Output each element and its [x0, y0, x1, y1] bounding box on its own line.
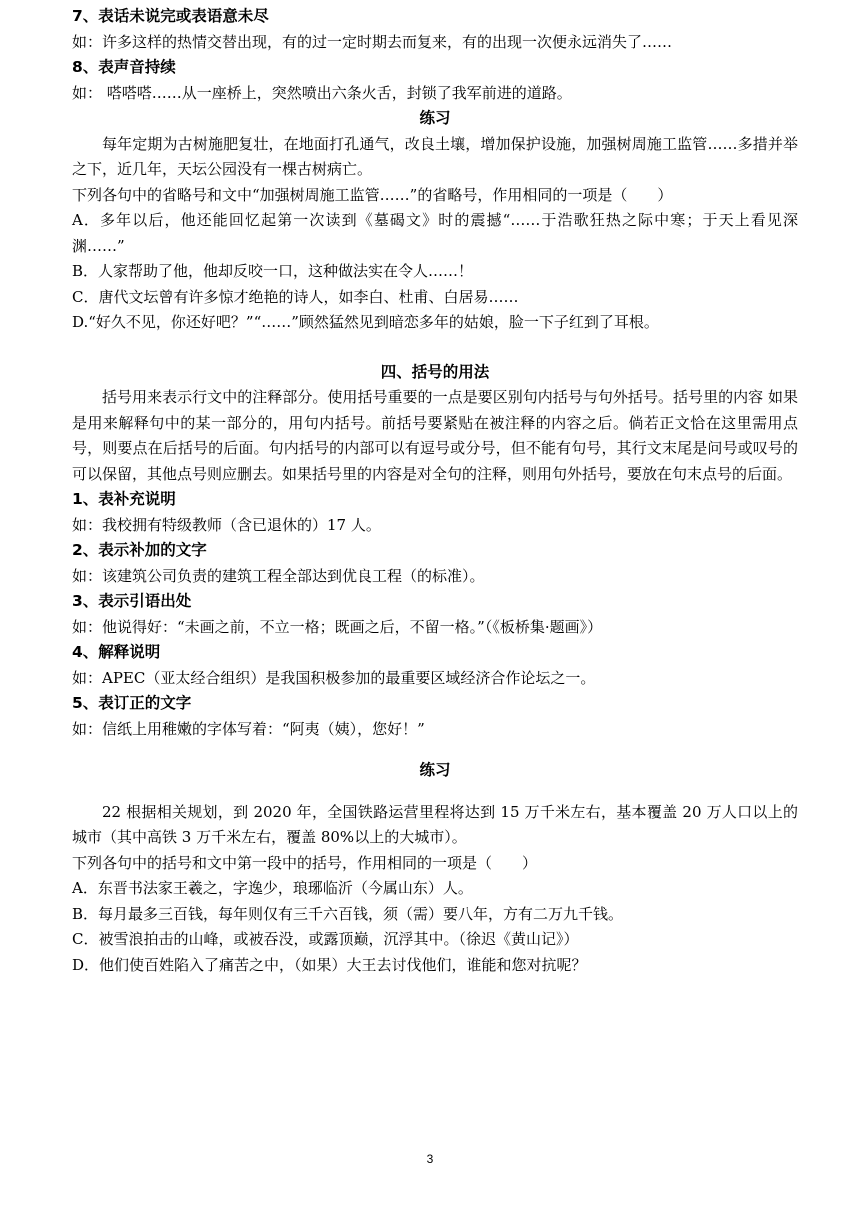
heading-7: 7、表话未说完或表语意未尽 — [72, 7, 269, 25]
practice-2-option-b: B．每月最多三百钱，每年则仅有三千六百钱，须（需）要八年，方有二万九千钱。 — [72, 904, 624, 923]
practice-2-option-c: C．被雪浪拍击的山峰，或被吞没，或露顶巅，沉浮其中。（徐迟《黄山记》） — [72, 930, 579, 948]
practice-1-question: 下列各句中的省略号和文中“加强树周施工监管……”的省略号，作用相同的一项是（ ） — [72, 185, 673, 204]
spacer — [72, 784, 798, 800]
practice-2-title: 练习 — [419, 761, 451, 779]
practice-1-option-b: B．人家帮助了他，他却反咬一口，这种做法实在令人……！ — [72, 262, 474, 280]
bracket-example-5: 如：信纸上用稚嫩的字体写着：“阿夷（姨），您好！” — [72, 719, 425, 738]
heading-8: 8、表声音持续 — [72, 58, 176, 76]
spacer — [72, 336, 798, 360]
practice-2-passage: 22 根据相关规划，到 2020 年，全国铁路运营里程将达到 15 万千米左右，基本覆盖 20 万人口以上的城市（其中高铁 3 万千米左右，覆盖 80%以上的大城市）。 — [72, 802, 798, 846]
practice-2-option-d: D．他们使百姓陷入了痛苦之中，（如果）大王去讨伐他们，谁能和您对抗呢？ — [72, 955, 587, 974]
practice-2-question: 下列各句中的括号和文中第一段中的括号，作用相同的一项是（ ） — [72, 853, 538, 872]
bracket-heading-2: 2、表示补加的文字 — [72, 541, 207, 559]
example-7: 如：许多这样的热情交替出现，有的过一定时期去而复来，有的出现一次便永远消失了…… — [72, 32, 673, 51]
spacer — [72, 742, 798, 758]
practice-1-option-c: C．唐代文坛曾有许多惊才绝艳的诗人，如李白、杜甫、白居易…… — [72, 287, 519, 306]
bracket-example-3: 如：他说得好：“未画之前，不立一格；既画之后，不留一格。”（《板桥集·题画》） — [72, 617, 603, 636]
practice-1-passage: 每年定期为古树施肥复壮，在地面打孔通气，改良土壤，增加保护设施，加强树周施工监管……多措并举之下，近几年，天坛公园没有一棵古树病亡。 — [72, 134, 798, 178]
bracket-example-2: 如：该建筑公司负责的建筑工程全部达到优良工程（的标准）。 — [72, 566, 485, 585]
bracket-heading-5: 5、表订正的文字 — [72, 694, 192, 712]
bracket-example-4: 如：APEC（亚太经合组织）是我国积极参加的最重要区域经济合作论坛之一。 — [72, 668, 596, 687]
bracket-example-1: 如：我校拥有特级教师（含已退休的）17 人。 — [72, 515, 381, 534]
bracket-heading-4: 4、解释说明 — [72, 643, 161, 661]
example-8: 如： 嗒嗒嗒……从一座桥上，突然喷出六条火舌，封锁了我军前进的道路。 — [72, 83, 572, 102]
practice-1-option-d: D.“好久不见，你还好吧？”“……”顾然猛然见到暗恋多年的姑娘，脸一下子红到了耳根。 — [72, 313, 659, 331]
practice-2-option-a: A．东晋书法家王羲之，字逸少，琅琊临沂（今属山东）人。 — [72, 879, 473, 897]
practice-1-option-a: A．多年以后，他还能回忆起第一次读到《墓碣文》时的震撼“……于浩歌狂热之际中寒；于天上看见深渊……” — [72, 211, 798, 255]
brackets-intro: 括号用来表示行文中的注释部分。使用括号重要的一点是要区别句内括号与句外括号。括号里的内容 如果是用来解释句中的某一部分的，用句内括号。前括号要紧贴在被注释的内容之后。倘若正文恰在这里需用点号，则要点在后括号的后面。句内括号的内部可以有逗号或分号，但不能有句号，其行文末尾是问号或叹号的可以保留，其他点号则应删去。如果括号里的内容是对全句的注释，则用句外括号，要放在句末点号的后面。 — [72, 388, 798, 483]
page-content — [72, 4, 798, 978]
bracket-heading-3: 3、表示引语出处 — [72, 592, 192, 610]
section-title-brackets: 四、括号的用法 — [380, 362, 490, 381]
page-number: 3 — [426, 1152, 434, 1166]
practice-1-title: 练习 — [419, 109, 451, 127]
bracket-heading-1: 1、表补充说明 — [72, 490, 176, 508]
